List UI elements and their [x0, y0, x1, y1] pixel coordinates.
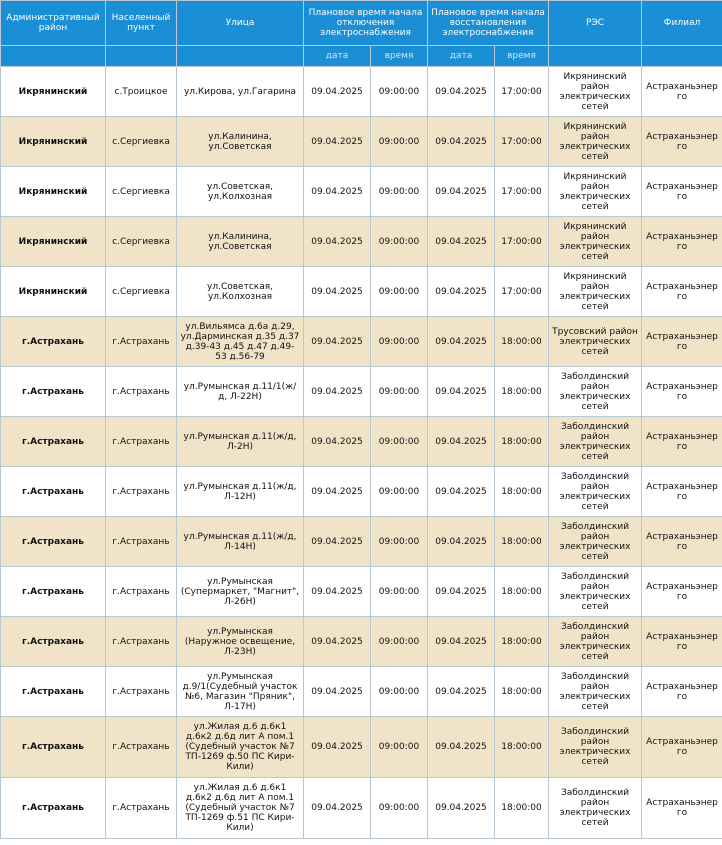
cell-branch: Астраханьэнерго [642, 617, 722, 667]
col-settlement: Населенный пункт [106, 1, 177, 46]
cell-settlement: с.Сергиевка [106, 117, 177, 167]
cell-off-time: 09:00:00 [371, 167, 428, 217]
cell-on-date: 09.04.2025 [428, 67, 495, 117]
cell-on-date: 09.04.2025 [428, 417, 495, 467]
cell-street: ул.Румынская д.11(ж/д, Л-2Н) [177, 417, 304, 467]
cell-res: Трусовский район электрических сетей [549, 317, 642, 367]
cell-on-date: 09.04.2025 [428, 517, 495, 567]
cell-district: Икрянинский [1, 117, 106, 167]
col-planned-off: Плановое время начала отключения электроснабжения [304, 1, 428, 46]
cell-street: ул.Калинина, ул.Советская [177, 217, 304, 267]
table-row [1, 617, 722, 667]
cell-off-date: 09.04.2025 [304, 617, 371, 667]
subheader-off-date: дата [304, 46, 371, 67]
cell-settlement: г.Астрахань [106, 367, 177, 417]
cell-res: Заболдинский район электрических сетей [549, 467, 642, 517]
cell-res: Заболдинский район электрических сетей [549, 667, 642, 717]
cell-settlement: с.Сергиевка [106, 267, 177, 317]
cell-on-time: 18:00:00 [495, 367, 549, 417]
cell-district: г.Астрахань [1, 417, 106, 467]
cell-off-time: 09:00:00 [371, 667, 428, 717]
cell-street: ул.Румынская д.11(ж/д, Л-12Н) [177, 467, 304, 517]
cell-district: г.Астрахань [1, 617, 106, 667]
cell-district: г.Астрахань [1, 667, 106, 717]
cell-on-date: 09.04.2025 [428, 667, 495, 717]
cell-off-time: 09:00:00 [371, 717, 428, 778]
col-admin-district: Административный район [1, 1, 106, 46]
cell-off-date: 09.04.2025 [304, 117, 371, 167]
cell-street: ул.Кирова, ул.Гагарина [177, 67, 304, 117]
table-row [1, 167, 722, 217]
cell-district: Икрянинский [1, 267, 106, 317]
cell-res: Икрянинский район электрических сетей [549, 67, 642, 117]
cell-branch: Астраханьэнерго [642, 317, 722, 367]
cell-settlement: с.Троицкое [106, 67, 177, 117]
cell-on-time: 18:00:00 [495, 467, 549, 517]
cell-res: Заболдинский район электрических сетей [549, 417, 642, 467]
table-row [1, 117, 722, 167]
cell-settlement: г.Астрахань [106, 417, 177, 467]
table-row [1, 267, 722, 317]
cell-off-date: 09.04.2025 [304, 317, 371, 367]
cell-street: ул.Жилая д.6 д.6к1 д.6к2 д.6д лит А пом.1 (Судебный участок №7 ТП-1269 ф.50 ПС Кири-Кили) [177, 717, 304, 778]
cell-street: ул.Румынская д.11/1(ж/д, Л-22Н) [177, 367, 304, 417]
cell-off-time: 09:00:00 [371, 778, 428, 839]
cell-off-date: 09.04.2025 [304, 567, 371, 617]
cell-on-time: 17:00:00 [495, 67, 549, 117]
cell-on-date: 09.04.2025 [428, 367, 495, 417]
cell-res: Икрянинский район электрических сетей [549, 267, 642, 317]
cell-on-date: 09.04.2025 [428, 267, 495, 317]
cell-settlement: г.Астрахань [106, 667, 177, 717]
cell-res: Икрянинский район электрических сетей [549, 167, 642, 217]
cell-on-time: 18:00:00 [495, 717, 549, 778]
table-row [1, 778, 722, 839]
table-row [1, 217, 722, 267]
cell-res: Заболдинский район электрических сетей [549, 517, 642, 567]
cell-off-time: 09:00:00 [371, 467, 428, 517]
subheader-row [1, 46, 722, 67]
cell-branch: Астраханьэнерго [642, 517, 722, 567]
subheader-on-time: время [495, 46, 549, 67]
cell-off-time: 09:00:00 [371, 567, 428, 617]
col-res: РЭС [549, 1, 642, 46]
cell-branch: Астраханьэнерго [642, 67, 722, 117]
table-row [1, 367, 722, 417]
cell-street: ул.Румынская д.9/1(Судебный участок №6, Магазин "Пряник", Л-17Н) [177, 667, 304, 717]
cell-district: г.Астрахань [1, 467, 106, 517]
cell-on-time: 18:00:00 [495, 617, 549, 667]
cell-on-time: 18:00:00 [495, 667, 549, 717]
cell-on-time: 18:00:00 [495, 567, 549, 617]
cell-on-time: 17:00:00 [495, 217, 549, 267]
cell-off-date: 09.04.2025 [304, 517, 371, 567]
cell-on-date: 09.04.2025 [428, 217, 495, 267]
cell-street: ул.Вильямса д.6а д.29, ул.Дарминская д.35 д.37 д.39-43 д.45 д.47 д.49-53 д.56-79 [177, 317, 304, 367]
cell-settlement: с.Сергиевка [106, 167, 177, 217]
cell-district: г.Астрахань [1, 517, 106, 567]
cell-off-time: 09:00:00 [371, 117, 428, 167]
cell-district: г.Астрахань [1, 778, 106, 839]
subheader-empty [642, 46, 722, 67]
cell-on-date: 09.04.2025 [428, 617, 495, 667]
cell-district: г.Астрахань [1, 367, 106, 417]
cell-off-date: 09.04.2025 [304, 417, 371, 467]
cell-street: ул.Румынская д.11(ж/д, Л-14Н) [177, 517, 304, 567]
table-row [1, 67, 722, 117]
header-row [1, 1, 722, 46]
cell-off-time: 09:00:00 [371, 317, 428, 367]
cell-on-time: 18:00:00 [495, 517, 549, 567]
cell-on-date: 09.04.2025 [428, 167, 495, 217]
cell-on-date: 09.04.2025 [428, 467, 495, 517]
cell-off-time: 09:00:00 [371, 417, 428, 467]
subheader-empty [106, 46, 177, 67]
table-row [1, 467, 722, 517]
cell-res: Икрянинский район электрических сетей [549, 217, 642, 267]
cell-branch: Астраханьэнерго [642, 778, 722, 839]
cell-branch: Астраханьэнерго [642, 467, 722, 517]
cell-off-date: 09.04.2025 [304, 67, 371, 117]
cell-res: Заболдинский район электрических сетей [549, 367, 642, 417]
col-branch: Филиал [642, 1, 722, 46]
cell-branch: Астраханьэнерго [642, 267, 722, 317]
cell-district: Икрянинский [1, 217, 106, 267]
cell-on-date: 09.04.2025 [428, 778, 495, 839]
cell-off-date: 09.04.2025 [304, 167, 371, 217]
cell-branch: Астраханьэнерго [642, 567, 722, 617]
cell-on-date: 09.04.2025 [428, 317, 495, 367]
cell-branch: Астраханьэнерго [642, 667, 722, 717]
cell-settlement: г.Астрахань [106, 567, 177, 617]
cell-district: Икрянинский [1, 167, 106, 217]
subheader-empty [549, 46, 642, 67]
cell-on-time: 18:00:00 [495, 778, 549, 839]
cell-off-time: 09:00:00 [371, 617, 428, 667]
cell-res: Заболдинский район электрических сетей [549, 778, 642, 839]
cell-branch: Астраханьэнерго [642, 217, 722, 267]
cell-on-time: 18:00:00 [495, 317, 549, 367]
cell-street: ул.Калинина, ул.Советская [177, 117, 304, 167]
cell-off-date: 09.04.2025 [304, 267, 371, 317]
cell-on-date: 09.04.2025 [428, 567, 495, 617]
cell-on-date: 09.04.2025 [428, 117, 495, 167]
cell-settlement: с.Сергиевка [106, 217, 177, 267]
cell-settlement: г.Астрахань [106, 617, 177, 667]
cell-branch: Астраханьэнерго [642, 167, 722, 217]
cell-res: Заболдинский район электрических сетей [549, 717, 642, 778]
cell-street: ул.Советская, ул.Колхозная [177, 267, 304, 317]
table-row [1, 667, 722, 717]
table-row [1, 717, 722, 778]
cell-off-time: 09:00:00 [371, 267, 428, 317]
table-row [1, 417, 722, 467]
cell-branch: Астраханьэнерго [642, 117, 722, 167]
cell-on-time: 17:00:00 [495, 267, 549, 317]
table-row [1, 567, 722, 617]
cell-off-date: 09.04.2025 [304, 217, 371, 267]
cell-settlement: г.Астрахань [106, 717, 177, 778]
subheader-empty [177, 46, 304, 67]
col-planned-on: Плановое время начала восстановления электроснабжения [428, 1, 549, 46]
subheader-off-time: время [371, 46, 428, 67]
cell-district: г.Астрахань [1, 317, 106, 367]
table-row [1, 317, 722, 367]
table-row [1, 517, 722, 567]
cell-on-time: 17:00:00 [495, 167, 549, 217]
cell-off-date: 09.04.2025 [304, 367, 371, 417]
cell-off-time: 09:00:00 [371, 217, 428, 267]
cell-district: Икрянинский [1, 67, 106, 117]
col-street: Улица [177, 1, 304, 46]
cell-street: ул.Советская, ул.Колхозная [177, 167, 304, 217]
subheader-empty [1, 46, 106, 67]
cell-district: г.Астрахань [1, 717, 106, 778]
cell-branch: Астраханьэнерго [642, 367, 722, 417]
cell-res: Заболдинский район электрических сетей [549, 567, 642, 617]
cell-street: ул.Румынская (Наружное освещение, Л-23Н) [177, 617, 304, 667]
subheader-on-date: дата [428, 46, 495, 67]
cell-branch: Астраханьэнерго [642, 417, 722, 467]
cell-off-time: 09:00:00 [371, 517, 428, 567]
cell-street: ул.Жилая д.6 д.6к1 д.6к2 д.6д лит А пом.1 (Судебный участок №7 ТП-1269 ф.51 ПС Кири-Кили) [177, 778, 304, 839]
cell-off-date: 09.04.2025 [304, 778, 371, 839]
cell-on-time: 17:00:00 [495, 117, 549, 167]
cell-settlement: г.Астрахань [106, 467, 177, 517]
cell-settlement: г.Астрахань [106, 517, 177, 567]
cell-settlement: г.Астрахань [106, 778, 177, 839]
cell-district: г.Астрахань [1, 567, 106, 617]
cell-on-date: 09.04.2025 [428, 717, 495, 778]
cell-branch: Астраханьэнерго [642, 717, 722, 778]
cell-street: ул.Румынская (Супермаркет, "Магнит", Л-26Н) [177, 567, 304, 617]
cell-off-date: 09.04.2025 [304, 667, 371, 717]
cell-off-date: 09.04.2025 [304, 467, 371, 517]
cell-on-time: 18:00:00 [495, 417, 549, 467]
cell-settlement: г.Астрахань [106, 317, 177, 367]
cell-res: Заболдинский район электрических сетей [549, 617, 642, 667]
cell-off-time: 09:00:00 [371, 367, 428, 417]
cell-res: Икрянинский район электрических сетей [549, 117, 642, 167]
cell-off-time: 09:00:00 [371, 67, 428, 117]
cell-off-date: 09.04.2025 [304, 717, 371, 778]
